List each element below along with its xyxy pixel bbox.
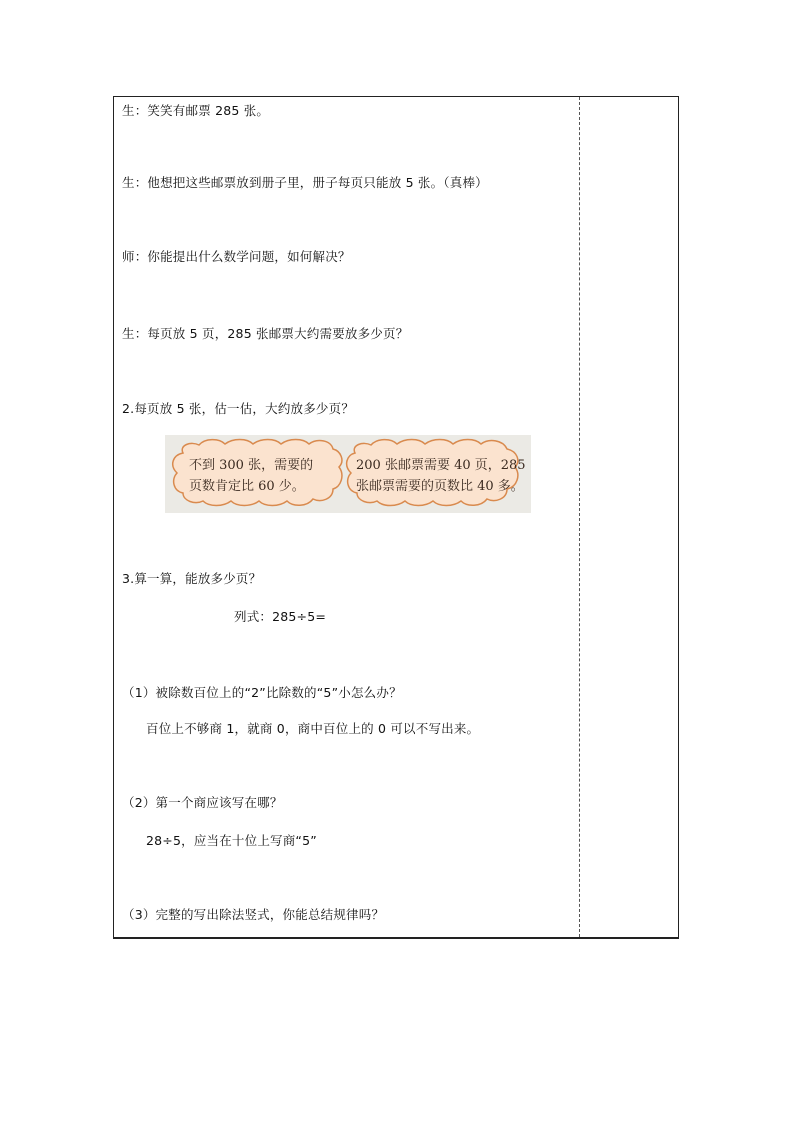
right-bubble-line-2: 张邮票需要的页数比 40 多。 [356, 479, 524, 494]
left-bubble-line-1: 不到 300 张，需要的 [189, 458, 314, 473]
left-bubble-line-2: 页数肯定比 60 少。 [189, 479, 305, 494]
right-bubble-line-1: 200 张邮票需要 40 页，285 [356, 458, 526, 473]
lesson-table [113, 96, 679, 939]
dialogue-line-2: 生：他想把这些邮票放到册子里，册子每页只能放 5 张。（真棒） [122, 175, 488, 190]
notes-column [580, 97, 678, 937]
question-3: （3）完整的写出除法竖式，你能总结规律吗？ [122, 907, 385, 922]
dialogue-line-1: 生：笑笑有邮票 285 张。 [122, 103, 270, 118]
question-2: （2）第一个商应该写在哪？ [122, 795, 283, 810]
question-1: （1）被除数百位上的“2”比除数的“5”小怎么办？ [122, 685, 402, 700]
dialogue-line-4: 生：每页放 5 页，285 张邮票大约需要放多少页？ [122, 326, 409, 341]
answer-2: 28÷5，应当在十位上写商“5” [146, 833, 317, 848]
equation-line: 列式：285÷5= [234, 609, 327, 624]
answer-1: 百位上不够商 1，就商 0，商中百位上的 0 可以不写出来。 [146, 721, 480, 736]
right-thought-bubble [347, 440, 526, 506]
dialogue-line-3: 师：你能提出什么数学问题，如何解决？ [122, 249, 351, 264]
estimation-bubbles-image [165, 435, 531, 513]
section-3-heading: 3.算一算，能放多少页？ [122, 571, 262, 586]
section-2-heading: 2.每页放 5 张，估一估，大约放多少页？ [122, 401, 355, 416]
left-thought-bubble [173, 440, 342, 506]
bubbles-illustration [165, 435, 531, 513]
